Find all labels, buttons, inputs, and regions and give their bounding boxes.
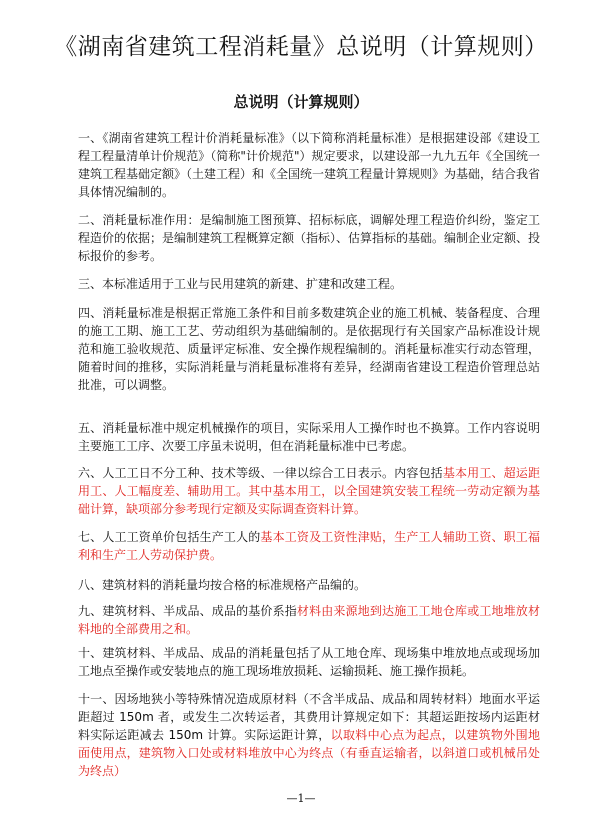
paragraph-text: 三、本标准适用于工业与民用建筑的新建、扩建和改建工程。 [78,277,403,291]
paragraph-text: 十一、因场地狭小等特殊情况造成原材料（不含半成品、成品和周转材料）地面水平运距超过 150m 者，或发生二次转运者，其费用计算规定如下：其超运距按场内运距材料实际运距减去 150m 计算。实际运距计算， [78,692,540,742]
paragraph-11 [78,690,540,780]
paragraph-1 [78,129,540,201]
highlighted-text: 基本用工、超运距用工、人工幅度差、辅助用工。其中基本用工，以全国建筑安装工程统一劳动定额为基础计算，缺项部分参考现行定额及实际调查资料计算。 [78,466,540,516]
highlighted-text: 材料由来源地到达施工工地仓库或工地堆放材料地的全部费用之和。 [78,604,540,636]
paragraph-text: 四、消耗量标准是根据正常施工条件和目前多数建筑企业的施工机械、装备程度、合理的施工工期、施工工艺、劳动组织为基础编制的。是依据现行有关国家产品标准设计规范和施工验收规范、质量评定标准、安全操作规程编制的。消耗量标准实行动态管理，随着时间的推移，实际消耗量与消耗量标准将有差异，经湖南省建设工程造价管理总站批准，可以调整。 [78,306,540,392]
paragraph-10 [78,644,540,680]
paragraph-text: 六、人工工日不分工种、技术等级、一律以综合工日表示。内容包括 [78,466,443,480]
paragraph-8 [78,576,540,594]
paragraph-text: 九、建筑材料、半成品、成品的基价系指 [78,604,297,618]
paragraph-2 [78,211,540,265]
paragraph-text: 八、建筑材料的消耗量均按合格的标准规格产品编的。 [78,578,367,592]
document-title: 《湖南省建筑工程消耗量》总说明（计算规则） [54,34,548,60]
paragraph-6 [78,464,540,518]
paragraph-5 [78,419,540,455]
page-number: —1— [286,792,316,805]
paragraph-text: 七、人工工资单价包括生产工人的 [78,530,261,544]
section-subtitle: 总说明（计算规则） [233,93,369,111]
paragraph-7 [78,528,540,564]
highlighted-text: 基本工资及工资性津贴，生产工人辅助工资、职工福利和生产工人劳动保护费。 [78,530,540,562]
paragraph-text: 十、建筑材料、半成品、成品的消耗量包括了从工地仓库、现场集中堆放地点或现场加工地点至操作或安装地点的施工现场堆放损耗、运输损耗、施工操作损耗。 [78,646,540,678]
paragraph-text: 二、消耗量标准作用：是编制施工图预算、招标标底，调解处理工程造价纠纷，鉴定工程造价的依据；是编制建筑工程概算定额（指标）、估算指标的基础。编制企业定额、投标报价的参考。 [78,213,541,263]
paragraph-text: 一、《湖南省建筑工程计价消耗量标准》（以下简称消耗量标准）是根据建设部《建设工程工程量清单计价规范》（简称"计价规范"）规定要求，以建设部一九九五年《全国统一建筑工程基础定额》（土建工程）和《全国统一建筑工程量计算规则》为基础，结合我省具体情况编制的。 [78,131,541,199]
paragraph-text: 五、消耗量标准中规定机械操作的项目，实际采用人工操作时也不换算。工作内容说明主要施工工序、次要工序虽未说明，但在消耗量标准中已考虑。 [78,421,540,453]
highlighted-text: 以取料中心点为起点，以建筑物外围地面使用点，建筑物入口处或材料堆放中心为终点（有垂直运输者，以斜道口或机械吊处为终点） [78,728,540,778]
paragraph-9 [78,602,540,638]
paragraph-3 [78,275,540,293]
paragraph-4 [78,304,540,394]
